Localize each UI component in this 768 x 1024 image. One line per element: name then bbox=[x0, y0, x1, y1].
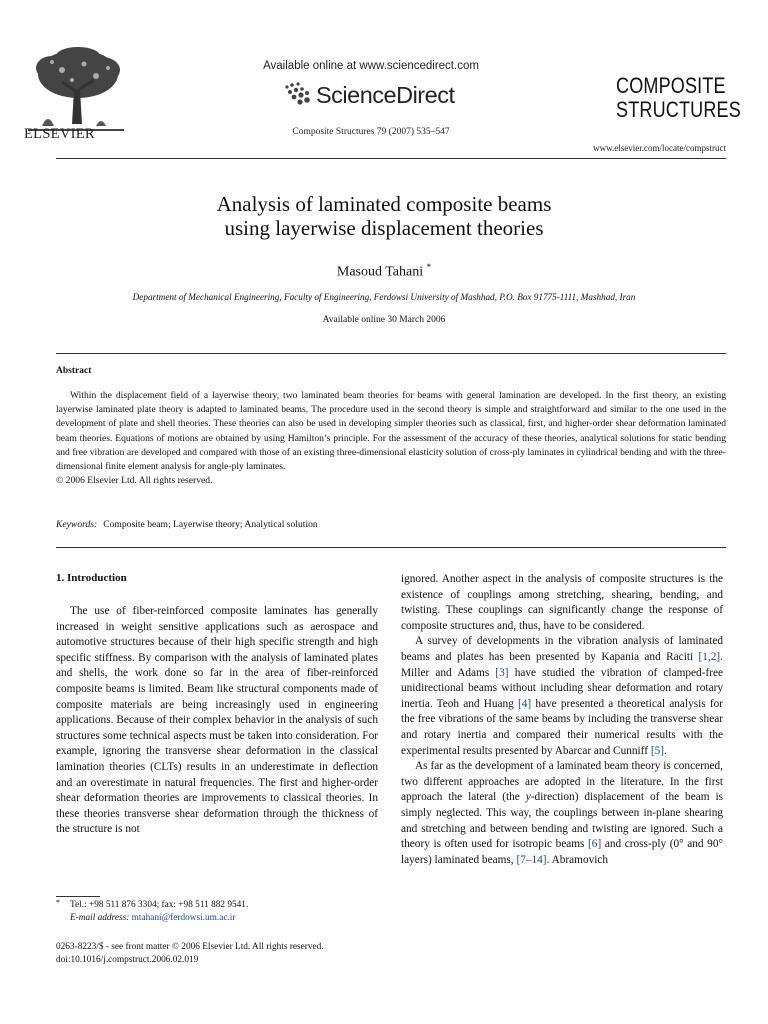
article-title bbox=[0, 192, 768, 240]
text-run: . Miller and Adams bbox=[401, 650, 723, 679]
left-column bbox=[56, 604, 378, 838]
available-online-date: Available online 30 March 2006 bbox=[322, 315, 446, 325]
author-line bbox=[0, 262, 768, 281]
issn-line: 0263-8223/$ - see front matter © 2006 Elsevier Ltd. All rights reserved. bbox=[56, 942, 324, 952]
abstract-text: Within the displacement field of a layerwise theory, two laminated beam theories for beams with general lamination are developed. In the first theory, an existing layerwise laminated plate theory is adapted to laminated beams. The procedure used in the second theory is simple and straightforward and similar to the one used in the development of plate and shell theories. These theories can also be used in developing simpler theories such as classical, first, and higher-order shear deformation laminated beam theories. Equations of motions are obtained by using Hamilton’s principle. For the assessment of the accuracy of these theories, analytical solutions for static bending and free vibration are developed and compared with those of an existing three-dimensional elasticity solution of cross-ply laminates in cylindrical bending and with the three-dimensional finite element analysis for angle-ply laminates. bbox=[56, 390, 726, 473]
text-run: . Abramovich bbox=[546, 853, 609, 866]
abstract-copyright: © 2006 Elsevier Ltd. All rights reserved. bbox=[56, 475, 213, 487]
abstract-heading: Abstract bbox=[56, 366, 92, 376]
footnote-divider bbox=[56, 896, 100, 897]
section-heading-introduction: 1. Introduction bbox=[56, 572, 127, 584]
abstract-top-divider bbox=[56, 353, 726, 354]
abstract-bottom-divider bbox=[56, 547, 726, 548]
journal-title-line1: COMPOSITE bbox=[616, 73, 726, 98]
keywords-label: Keywords: bbox=[56, 519, 98, 530]
author-name: Masoud Tahani bbox=[336, 264, 424, 280]
author-footnote-mark[interactable]: * bbox=[426, 262, 432, 272]
abstract-body bbox=[56, 389, 726, 488]
footnote-email-line bbox=[70, 912, 248, 925]
journal-citation: Composite Structures 79 (2007) 535–547 bbox=[292, 127, 450, 137]
article-title-line1: Analysis of laminated composite beams bbox=[216, 192, 552, 216]
journal-url[interactable]: www.elsevier.com/locate/compstruct bbox=[593, 143, 726, 153]
text-run: -direction) displacement of the beam is simply neglected. This way, the couplings between in-plane shearing and stretching and between bending and twisting are ignored. Such a theory is often used for isotropic beams bbox=[401, 791, 723, 851]
intro-paragraph-1: The use of fiber-reinforced composite laminates has generally increased in weight sensitive applications such as aerospace and automotive structures because of their high specific strength and high specific stiffness. By comparison with the analysis of laminated plates and shells, the work done so far in the area of fiber-reinforced composite beams is limited. Beam like structural components made of composite materials are being increasingly used in engineering applications. Because of their complex behavior in the analysis of such structures some technical aspects must be taken into consideration. For example, ignoring the transverse shear deformation in the classical lamination theories (CLTs) results in an underestimate in deflection and an overestimate in natural frequencies. The first and higher-order shear deformation theories are improvements to classical theories. In these theories transverse shear deformation through the thickness of the structure is not bbox=[56, 605, 378, 836]
citation-link-4[interactable]: [4] bbox=[517, 697, 532, 710]
intro-paragraph-3 bbox=[401, 634, 723, 759]
text-run: A survey of developments in the vibration analysis of laminated beams and plates has been presented by Kapania and Raciti bbox=[401, 635, 723, 663]
keywords-line bbox=[56, 519, 318, 530]
text-run: As far as the development of a laminated beam theory is concerned, two different approaches are adopted in the literature. In the first approach the lateral (the bbox=[401, 760, 723, 804]
sciencedirect-logo bbox=[284, 80, 454, 110]
citation-link-3[interactable]: [3] bbox=[495, 666, 509, 679]
text-run: . bbox=[664, 744, 667, 757]
author-affiliation: Department of Mechanical Engineering, Faculty of Engineering, Ferdowsi University of Mashhad, P.O. Box 91775-1111, Mashhad, Iran bbox=[132, 292, 636, 302]
available-online-text: Available online at www.sciencedirect.com bbox=[263, 60, 479, 72]
footnote-mark: * bbox=[56, 898, 60, 907]
math-variable-y: y bbox=[525, 791, 531, 804]
sciencedirect-dots-icon bbox=[284, 82, 312, 108]
citation-link-6[interactable]: [6] bbox=[588, 838, 602, 851]
footnote-contact: Tel.: +98 511 876 3304; fax: +98 511 882 9541. bbox=[70, 900, 249, 910]
doi-line[interactable]: doi:10.1016/j.compstruct.2006.02.019 bbox=[56, 955, 199, 965]
journal-title bbox=[616, 74, 741, 122]
citation-link-7-14[interactable]: [7–14] bbox=[516, 853, 547, 866]
journal-title-line2: STRUCTURES bbox=[616, 97, 741, 122]
article-title-line2: using layerwise displacement theories bbox=[224, 216, 544, 240]
front-matter bbox=[56, 941, 324, 967]
intro-paragraph-2: ignored. Another aspect in the analysis of composite structures is the existence of couplings among stretching, shearing, bending, and twisting. These couplings can significantly change the response of composite structures and, thus, have to be considered. bbox=[401, 573, 723, 632]
publisher-name: ELSEVIER bbox=[24, 126, 95, 142]
citation-link-1-2[interactable]: [1,2] bbox=[698, 650, 721, 663]
right-column bbox=[401, 572, 723, 868]
sciencedirect-brand: ScienceDirect bbox=[316, 81, 455, 108]
header-divider bbox=[56, 158, 726, 159]
citation-link-5[interactable]: [5] bbox=[650, 744, 664, 757]
email-label: E-mail address: bbox=[70, 913, 130, 923]
author-email-link[interactable]: mtahani@ferdowsi.um.ac.ir bbox=[131, 913, 236, 923]
text-run: have studied the vibration of clamped-free unidirectional beams without including shear deformation and rotary inertia. Teoh and Huang bbox=[401, 666, 723, 710]
intro-paragraph-4 bbox=[401, 759, 723, 868]
keywords-value: Composite beam; Layerwise theory; Analytical solution bbox=[103, 519, 318, 530]
text-run: have presented a theoretical analysis for the free vibrations of the same beams by including the transverse shear and rotary inertia and compared their numerical results with the experimental results presented by Abarcar and Cunniff bbox=[401, 697, 724, 757]
author-footnote bbox=[56, 899, 248, 925]
text-run: and cross-ply (0° and 90° layers) laminated beams, bbox=[401, 838, 723, 866]
